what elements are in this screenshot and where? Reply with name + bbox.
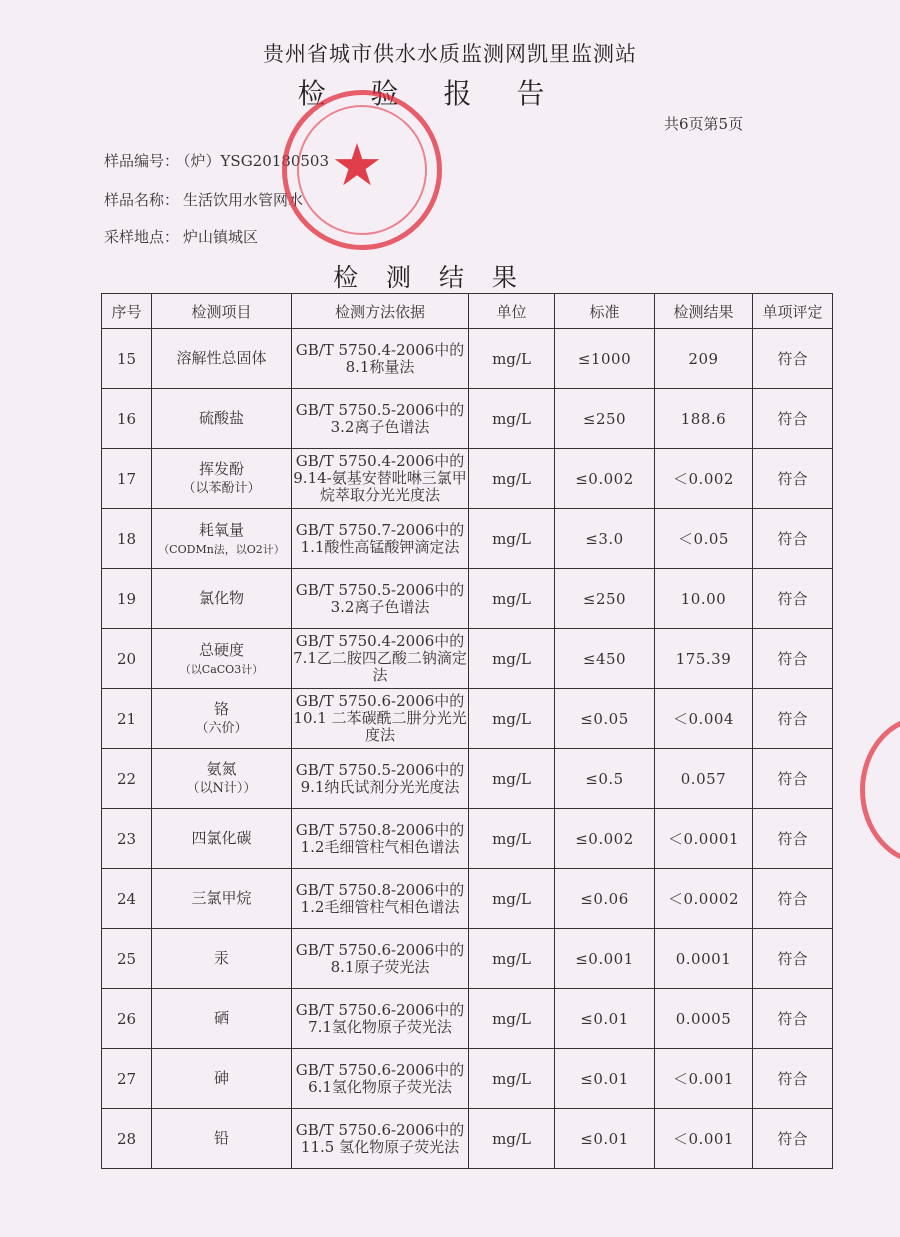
row-item-note: （以N计）） bbox=[186, 781, 257, 796]
header-verdict: 单项评定 bbox=[753, 294, 833, 329]
row-result: 10.00 bbox=[655, 569, 753, 629]
row-method: GB/T 5750.8-2006中的1.2毛细管柱气相色谱法 bbox=[292, 809, 469, 869]
row-verdict: 符合 bbox=[753, 929, 833, 989]
table-row bbox=[102, 809, 833, 869]
row-item-name: 硒 bbox=[213, 1009, 229, 1027]
row-result: 175.39 bbox=[655, 629, 753, 689]
row-item-name: 氨氮 bbox=[206, 760, 237, 778]
row-verdict: 符合 bbox=[753, 569, 833, 629]
row-verdict: 符合 bbox=[753, 1109, 833, 1169]
row-method: GB/T 5750.4-2006中的8.1称量法 bbox=[292, 329, 469, 389]
row-standard: ≤0.01 bbox=[555, 1109, 655, 1169]
table-row bbox=[102, 1049, 833, 1109]
row-unit: mg/L bbox=[469, 329, 555, 389]
row-item-name: 汞 bbox=[213, 949, 229, 967]
report-title: 检 验 报 告 bbox=[297, 77, 563, 110]
row-no: 28 bbox=[102, 1109, 152, 1169]
row-unit: mg/L bbox=[469, 809, 555, 869]
row-unit: mg/L bbox=[469, 1109, 555, 1169]
row-no: 15 bbox=[102, 329, 152, 389]
sample-location-value: 炉山镇城区 bbox=[183, 228, 259, 246]
row-unit: mg/L bbox=[469, 449, 555, 509]
row-item bbox=[152, 1049, 292, 1109]
row-result: ＜0.001 bbox=[655, 1109, 753, 1169]
row-verdict: 符合 bbox=[753, 689, 833, 749]
row-no: 25 bbox=[102, 929, 152, 989]
row-standard: ≤0.001 bbox=[555, 929, 655, 989]
row-item bbox=[152, 509, 292, 569]
table-row bbox=[102, 749, 833, 809]
row-method: GB/T 5750.6-2006中的8.1原子荧光法 bbox=[292, 929, 469, 989]
row-item bbox=[152, 869, 292, 929]
row-standard: ≤0.5 bbox=[555, 749, 655, 809]
row-standard: ≤450 bbox=[555, 629, 655, 689]
table-row bbox=[102, 449, 833, 509]
row-item bbox=[152, 689, 292, 749]
row-item bbox=[152, 389, 292, 449]
row-no: 24 bbox=[102, 869, 152, 929]
row-item bbox=[152, 329, 292, 389]
row-result: 0.0001 bbox=[655, 929, 753, 989]
table-header-row bbox=[102, 294, 833, 329]
seal-star-icon: ★ bbox=[331, 131, 383, 199]
table-row bbox=[102, 1109, 833, 1169]
row-result: ＜0.05 bbox=[655, 509, 753, 569]
table-row bbox=[102, 329, 833, 389]
row-no: 21 bbox=[102, 689, 152, 749]
row-method: GB/T 5750.5-2006中的3.2离子色谱法 bbox=[292, 569, 469, 629]
row-item-note: （以苯酚计） bbox=[182, 481, 261, 496]
row-result: 209 bbox=[655, 329, 753, 389]
row-standard: ≤1000 bbox=[555, 329, 655, 389]
row-no: 16 bbox=[102, 389, 152, 449]
row-method: GB/T 5750.5-2006中的3.2离子色谱法 bbox=[292, 389, 469, 449]
row-unit: mg/L bbox=[469, 389, 555, 449]
row-item-note: （六价） bbox=[195, 721, 248, 736]
header-method: 检测方法依据 bbox=[292, 294, 469, 329]
row-verdict: 符合 bbox=[753, 989, 833, 1049]
table-body bbox=[102, 329, 833, 1169]
row-method: GB/T 5750.6-2006中的6.1氢化物原子荧光法 bbox=[292, 1049, 469, 1109]
row-method: GB/T 5750.5-2006中的9.1纳氏试剂分光光度法 bbox=[292, 749, 469, 809]
row-unit: mg/L bbox=[469, 869, 555, 929]
row-item-note: （以CaCO3计） bbox=[179, 662, 264, 676]
organization-name: 贵州省城市供水水质监测网凯里监测站 bbox=[263, 42, 637, 66]
row-item bbox=[152, 989, 292, 1049]
row-item bbox=[152, 569, 292, 629]
row-standard: ≤3.0 bbox=[555, 509, 655, 569]
row-standard: ≤0.002 bbox=[555, 809, 655, 869]
sample-number-value: （炉）YSG20180503 bbox=[183, 152, 330, 170]
row-method: GB/T 5750.4-2006中的7.1乙二胺四乙酸二钠滴定法 bbox=[292, 629, 469, 689]
row-unit: mg/L bbox=[469, 1049, 555, 1109]
header-result: 检测结果 bbox=[655, 294, 753, 329]
header-no: 序号 bbox=[102, 294, 152, 329]
table-row bbox=[102, 629, 833, 689]
row-no: 26 bbox=[102, 989, 152, 1049]
table-row bbox=[102, 869, 833, 929]
row-result: ＜0.002 bbox=[655, 449, 753, 509]
table-row bbox=[102, 569, 833, 629]
sample-name-row bbox=[104, 189, 303, 210]
row-verdict: 符合 bbox=[753, 749, 833, 809]
row-standard: ≤0.05 bbox=[555, 689, 655, 749]
row-verdict: 符合 bbox=[753, 1049, 833, 1109]
table-row bbox=[102, 509, 833, 569]
row-method: GB/T 5750.6-2006中的10.1 二苯碳酰二肼分光光度法 bbox=[292, 689, 469, 749]
row-item-name: 三氯甲烷 bbox=[191, 889, 252, 907]
row-item-name: 溶解性总固体 bbox=[176, 349, 267, 367]
row-method: GB/T 5750.6-2006中的7.1氢化物原子荧光法 bbox=[292, 989, 469, 1049]
row-item-name: 挥发酚 bbox=[198, 460, 244, 478]
row-unit: mg/L bbox=[469, 989, 555, 1049]
header-standard: 标准 bbox=[555, 294, 655, 329]
results-title: 检 测 结 果 bbox=[333, 263, 527, 292]
sample-name-value: 生活饮用水管网水 bbox=[183, 191, 304, 209]
row-item bbox=[152, 749, 292, 809]
row-no: 18 bbox=[102, 509, 152, 569]
row-verdict: 符合 bbox=[753, 869, 833, 929]
row-item-name: 硫酸盐 bbox=[198, 409, 244, 427]
row-no: 17 bbox=[102, 449, 152, 509]
row-result: 0.057 bbox=[655, 749, 753, 809]
row-unit: mg/L bbox=[469, 749, 555, 809]
header-item: 检测项目 bbox=[152, 294, 292, 329]
row-method: GB/T 5750.6-2006中的11.5 氢化物原子荧光法 bbox=[292, 1109, 469, 1169]
row-verdict: 符合 bbox=[753, 629, 833, 689]
table-row bbox=[102, 689, 833, 749]
row-no: 22 bbox=[102, 749, 152, 809]
edge-seal bbox=[860, 715, 900, 865]
row-result: 0.0005 bbox=[655, 989, 753, 1049]
row-verdict: 符合 bbox=[753, 449, 833, 509]
row-item-name: 氯化物 bbox=[198, 589, 244, 607]
row-method: GB/T 5750.4-2006中的9.14-氨基安替吡啉三氯甲烷萃取分光光度法 bbox=[292, 449, 469, 509]
row-unit: mg/L bbox=[469, 689, 555, 749]
row-unit: mg/L bbox=[469, 929, 555, 989]
row-no: 23 bbox=[102, 809, 152, 869]
row-verdict: 符合 bbox=[753, 329, 833, 389]
row-method: GB/T 5750.7-2006中的1.1酸性高锰酸钾滴定法 bbox=[292, 509, 469, 569]
row-result: ＜0.001 bbox=[655, 1049, 753, 1109]
table-row bbox=[102, 929, 833, 989]
row-item-name: 砷 bbox=[213, 1069, 229, 1087]
row-item-name: 铬 bbox=[213, 700, 229, 718]
row-standard: ≤250 bbox=[555, 569, 655, 629]
row-item bbox=[152, 449, 292, 509]
row-standard: ≤0.01 bbox=[555, 989, 655, 1049]
row-method: GB/T 5750.8-2006中的1.2毛细管柱气相色谱法 bbox=[292, 869, 469, 929]
row-unit: mg/L bbox=[469, 569, 555, 629]
row-standard: ≤0.06 bbox=[555, 869, 655, 929]
row-item bbox=[152, 629, 292, 689]
sample-name-label: 样品名称： bbox=[104, 191, 180, 209]
sample-location-row bbox=[104, 226, 258, 247]
row-item bbox=[152, 929, 292, 989]
row-unit: mg/L bbox=[469, 509, 555, 569]
table-row bbox=[102, 389, 833, 449]
row-item bbox=[152, 809, 292, 869]
row-result: ＜0.004 bbox=[655, 689, 753, 749]
row-result: ＜0.0001 bbox=[655, 809, 753, 869]
page-info: 共6页第5页 bbox=[664, 115, 744, 133]
table-row bbox=[102, 989, 833, 1049]
sample-location-label: 采样地点： bbox=[104, 228, 180, 246]
header-unit: 单位 bbox=[469, 294, 555, 329]
row-item-name: 总硬度 bbox=[198, 640, 244, 659]
row-item-name: 耗氧量 bbox=[198, 520, 244, 539]
row-no: 19 bbox=[102, 569, 152, 629]
row-item-note: （CODMn法，以O2计） bbox=[158, 542, 285, 556]
row-item-name: 四氯化碳 bbox=[191, 829, 252, 847]
row-verdict: 符合 bbox=[753, 509, 833, 569]
row-item-name: 铅 bbox=[213, 1129, 229, 1147]
row-no: 20 bbox=[102, 629, 152, 689]
row-item bbox=[152, 1109, 292, 1169]
row-standard: ≤0.002 bbox=[555, 449, 655, 509]
row-verdict: 符合 bbox=[753, 389, 833, 449]
row-standard: ≤0.01 bbox=[555, 1049, 655, 1109]
row-no: 27 bbox=[102, 1049, 152, 1109]
row-result: 188.6 bbox=[655, 389, 753, 449]
row-standard: ≤250 bbox=[555, 389, 655, 449]
sample-number-label: 样品编号： bbox=[104, 152, 180, 170]
row-verdict: 符合 bbox=[753, 809, 833, 869]
row-result: ＜0.0002 bbox=[655, 869, 753, 929]
row-unit: mg/L bbox=[469, 629, 555, 689]
results-table bbox=[101, 293, 833, 1169]
sample-number-row bbox=[104, 150, 329, 171]
